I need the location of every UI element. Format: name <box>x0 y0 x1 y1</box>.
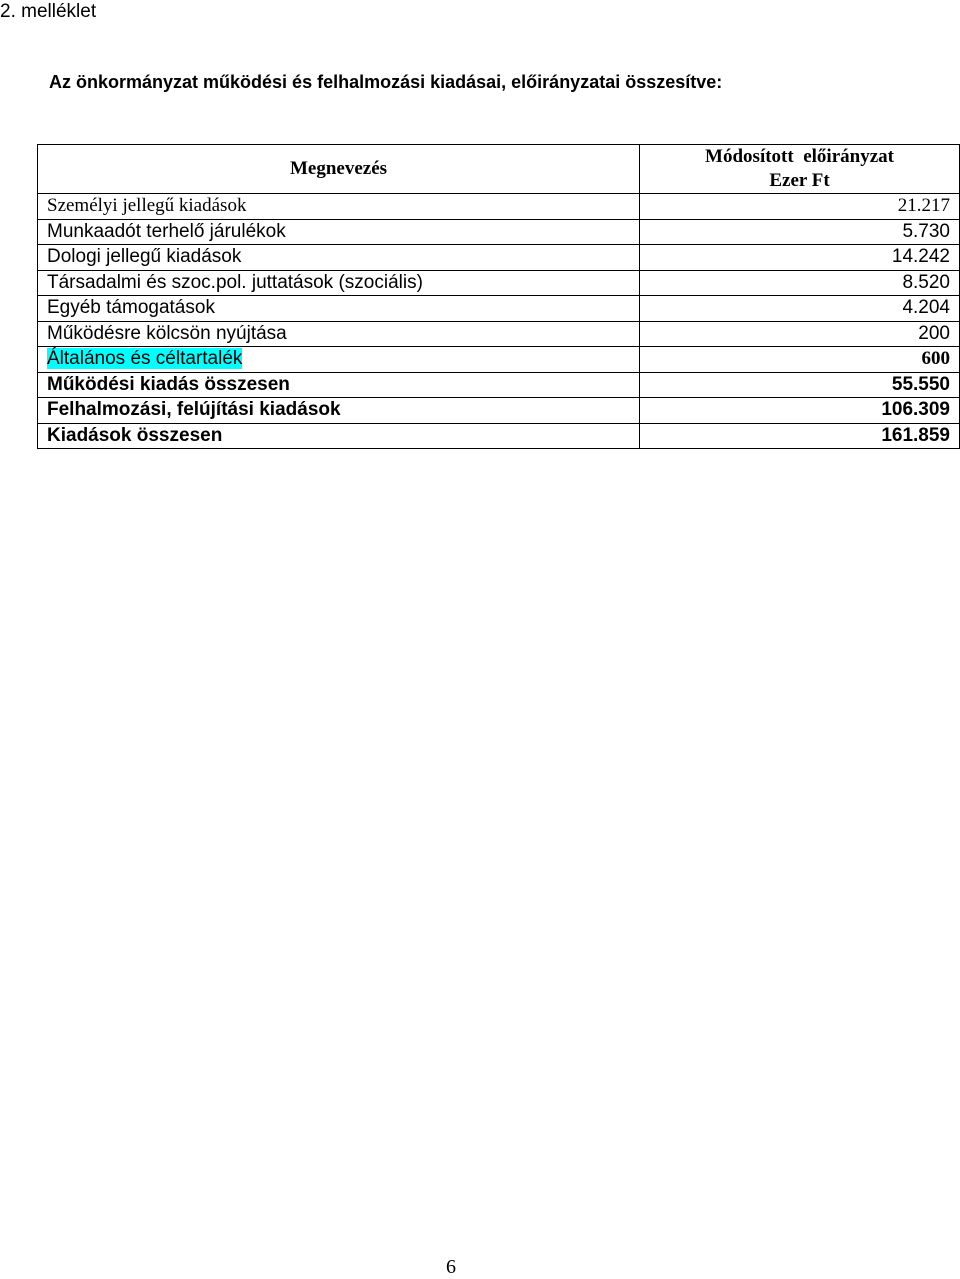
page-number: 6 <box>446 1256 456 1278</box>
row-name: Társadalmi és szoc.pol. juttatások (szociális) <box>38 270 640 296</box>
document-title: Az önkormányzat működési és felhalmozási kiadásai, előirányzatai összesítve: <box>49 72 723 92</box>
row-name: Felhalmozási, felújítási kiadások <box>38 398 640 424</box>
row-amount: 21.217 <box>640 194 960 220</box>
table-row <box>38 296 960 322</box>
table-row <box>38 219 960 245</box>
header-name: Megnevezés <box>38 145 640 194</box>
table-row <box>38 321 960 347</box>
table-row <box>38 245 960 271</box>
table-header-row <box>38 145 960 194</box>
row-name: Egyéb támogatások <box>38 296 640 322</box>
row-amount: 600 <box>640 347 960 373</box>
row-name: Dologi jellegű kiadások <box>38 245 640 271</box>
annex-label: 2. melléklet <box>0 1 97 22</box>
table-row <box>38 423 960 449</box>
row-amount: 14.242 <box>640 245 960 271</box>
table-row <box>38 347 960 373</box>
highlight-mark: Általános és céltartalék <box>47 348 243 370</box>
row-name: Munkaadót terhelő járulékok <box>38 219 640 245</box>
header-amount-line2: Ezer Ft <box>769 170 830 191</box>
row-name-highlighted <box>38 347 640 373</box>
row-amount: 4.204 <box>640 296 960 322</box>
header-amount-line1: Módosított előirányzat <box>705 146 894 167</box>
row-amount: 106.309 <box>640 398 960 424</box>
table-row <box>38 194 960 220</box>
row-amount: 8.520 <box>640 270 960 296</box>
row-name: Személyi jellegű kiadások <box>38 194 640 220</box>
row-name: Kiadások összesen <box>38 423 640 449</box>
row-amount: 55.550 <box>640 372 960 398</box>
row-amount: 5.730 <box>640 219 960 245</box>
table-row <box>38 372 960 398</box>
row-amount: 200 <box>640 321 960 347</box>
row-name: Működésre kölcsön nyújtása <box>38 321 640 347</box>
table-row <box>38 398 960 424</box>
row-name: Működési kiadás összesen <box>38 372 640 398</box>
row-amount: 161.859 <box>640 423 960 449</box>
table-row <box>38 270 960 296</box>
header-amount <box>640 145 960 194</box>
budget-table <box>37 144 960 449</box>
